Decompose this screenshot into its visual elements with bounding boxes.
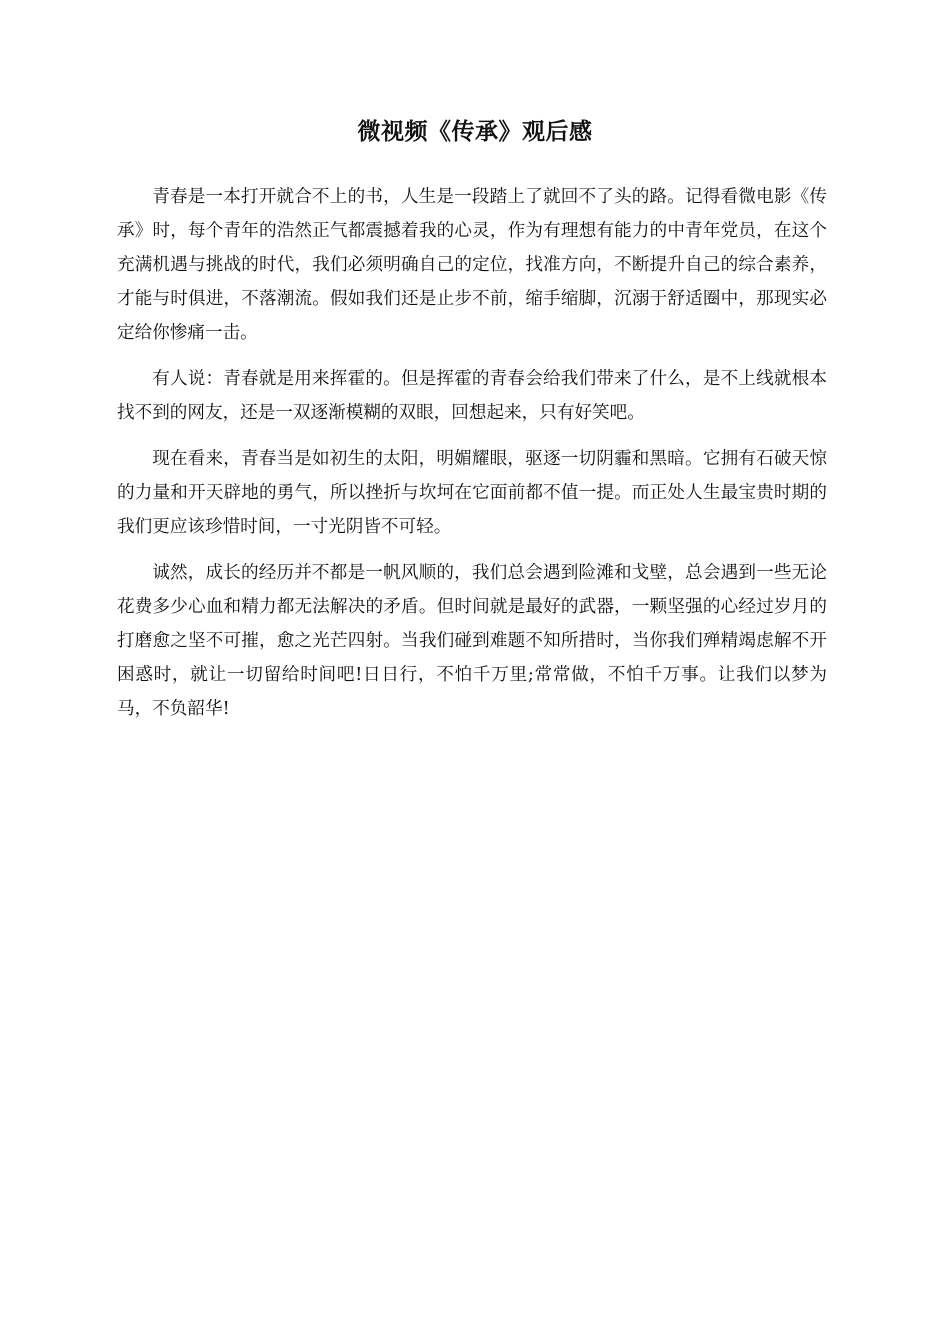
- paragraph-3: 现在看来，青春当是如初生的太阳，明媚耀眼，驱逐一切阴霾和黑暗。它拥有石破天惊的力量和开天辟地的勇气，所以挫折与坎坷在它面前都不值一提。而正处人生最宝贵时期的我们更应该珍惜时间，一寸光阴皆不可轻。: [117, 449, 827, 537]
- paragraph-2: 有人说：青春就是用来挥霍的。但是挥霍的青春会给我们带来了什么，是不上线就根本找不到的网友，还是一双逐渐模糊的双眼，回想起来，只有好笑吧。: [117, 369, 827, 423]
- paragraph-1: 青春是一本打开就合不上的书，人生是一段踏上了就回不了头的路。记得看微电影《传承》时，每个青年的浩然正气都震撼着我的心灵，作为有理想有能力的中青年党员，在这个充满机遇与挑战的时代，我们必须明确自己的定位，找准方向，不断提升自己的综合素养，才能与时俱进，不落潮流。假如我们还是止步不前，缩手缩脚，沉溺于舒适圈中，那现实必定给你惨痛一击。: [117, 187, 827, 343]
- paragraph-4: 诚然，成长的经历并不都是一帆风顺的，我们总会遇到险滩和戈壁，总会遇到一些无论花费多少心血和精力都无法解决的矛盾。但时间就是最好的武器，一颗坚强的心经过岁月的打磨愈之坚不可摧，愈之光芒四射。当我们碰到难题不知所措时，当你我们殚精竭虑解不开困惑时，就让一切留给时间吧!日日行，不怕千万里;常常做，不怕千万事。让我们以梦为马，不负韶华!: [117, 563, 827, 719]
- document-body: [117, 180, 827, 738]
- document-title: 微视频《传承》观后感: [357, 119, 593, 145]
